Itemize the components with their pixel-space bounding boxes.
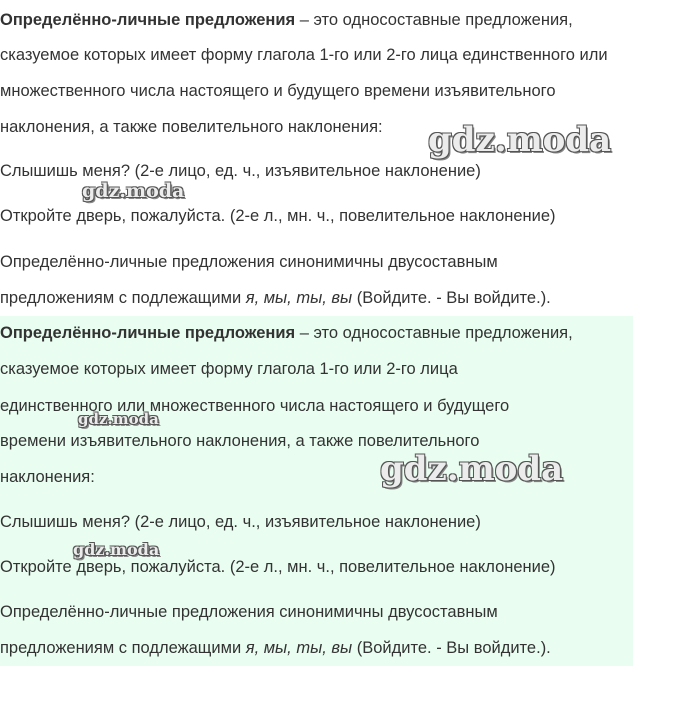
watermark-logo: gdz.moda xyxy=(73,540,160,559)
answer-example-1: Слышишь меня? (2-е лицо, ед. ч., изъявительное наклонение) xyxy=(0,513,481,531)
answer-definition-line-5: наклонения: xyxy=(0,468,95,486)
pronouns-italic: я, мы, ты, вы xyxy=(245,289,353,307)
answer-synonym-line-2: предложениям с подлежащими я, мы, ты, вы (Войдите. - Вы войдите.). xyxy=(0,639,551,657)
example-2: Откройте дверь, пожалуйста. (2-е л., мн. ч., повелительное наклонение) xyxy=(0,207,556,225)
definition-line-3: множественного числа настоящего и будущего времени изъявительного xyxy=(0,82,556,100)
watermark-logo: gdz.moda xyxy=(428,120,612,160)
definition-line-4: наклонения, а также повелительного наклонения: xyxy=(0,118,383,136)
answer-definition-line-1: Определённо-личные предложения – это односоставные предложения, xyxy=(0,324,573,342)
answer-definition-line-3: единственного или множественного числа настоящего и будущего xyxy=(0,397,510,415)
answer-definition-line-4: времени изъявительного наклонения, а также повелительного xyxy=(0,432,480,450)
term-bold: Определённо-личные предложения xyxy=(0,11,296,29)
definition-line-2: сказуемое которых имеет форму глагола 1-го или 2-го лица единственного или xyxy=(0,46,608,64)
answer-synonym-line-1: Определённо-личные предложения синонимичны двусоставным xyxy=(0,603,498,621)
watermark-logo: gdz.moda xyxy=(380,449,564,489)
answer-definition-line-2: сказуемое которых имеет форму глагола 1-го или 2-го лица xyxy=(0,360,458,378)
synonym-line-1: Определённо-личные предложения синонимичны двусоставным xyxy=(0,253,498,271)
answer-pronouns-italic: я, мы, ты, вы xyxy=(245,639,353,657)
definition-line-1: Определённо-личные предложения – это односоставные предложения, xyxy=(0,11,573,29)
watermark-logo: gdz.moda xyxy=(78,410,159,428)
watermark-logo: gdz.moda xyxy=(82,180,185,202)
answer-term-bold: Определённо-личные предложения xyxy=(0,324,296,342)
example-1: Слышишь меня? (2-е лицо, ед. ч., изъявительное наклонение) xyxy=(0,162,481,180)
synonym-line-2: предложениям с подлежащими я, мы, ты, вы (Войдите. - Вы войдите.). xyxy=(0,289,551,307)
answer-example-2: Откройте дверь, пожалуйста. (2-е л., мн. ч., повелительное наклонение) xyxy=(0,558,556,576)
